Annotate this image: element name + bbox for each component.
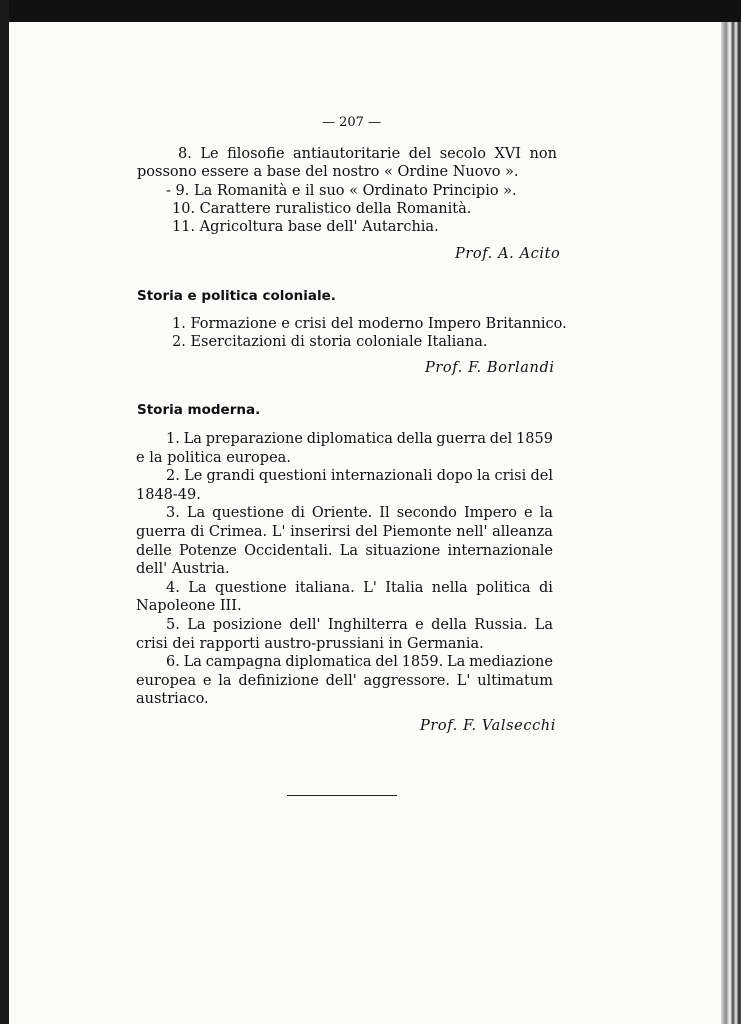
word: La bbox=[534, 617, 553, 633]
word: Il bbox=[379, 505, 390, 522]
word: politica bbox=[476, 579, 531, 596]
word: dell' bbox=[289, 617, 321, 633]
word: secolo bbox=[439, 146, 486, 162]
modern-line-13 bbox=[166, 654, 553, 670]
word: 4. bbox=[166, 579, 180, 596]
word: Piemonte bbox=[382, 524, 452, 540]
word: ultimatum bbox=[477, 672, 553, 689]
modern-line-7 bbox=[136, 543, 553, 559]
word: L' bbox=[363, 579, 377, 596]
colonial-item2: 2. Esercitazioni di storia coloniale Italiana. bbox=[172, 334, 488, 350]
word: Oriente. bbox=[311, 505, 373, 522]
scan-right-edge bbox=[721, 22, 741, 1024]
word: e bbox=[523, 505, 533, 522]
word: secondo bbox=[396, 505, 457, 522]
word: La bbox=[183, 654, 202, 671]
word: L' bbox=[456, 672, 471, 689]
word: definizione bbox=[238, 672, 319, 689]
word: Inghilterra bbox=[327, 617, 408, 633]
word: dopo bbox=[436, 468, 473, 485]
scan-top-border bbox=[0, 0, 741, 22]
word: guerra bbox=[436, 431, 486, 447]
word: guerra bbox=[136, 524, 186, 540]
modern-line-15: austriaco. bbox=[136, 691, 209, 708]
word: della bbox=[431, 617, 467, 633]
word: mediazione bbox=[469, 654, 553, 671]
word: Russia. bbox=[474, 617, 528, 633]
modern-line-14 bbox=[136, 673, 553, 689]
word: antiautoritarie bbox=[293, 146, 401, 162]
word: Crimea. bbox=[208, 524, 268, 540]
modern-line-6 bbox=[136, 524, 553, 540]
word: della bbox=[396, 431, 433, 447]
word: diplomatica bbox=[285, 654, 372, 671]
modern-line-10: Napoleone III. bbox=[136, 598, 242, 615]
word: Italia bbox=[385, 579, 424, 596]
page-number: — 207 — bbox=[322, 115, 382, 130]
word: 8. bbox=[178, 146, 192, 162]
modern-line-1 bbox=[166, 431, 553, 447]
word: italiana. bbox=[295, 579, 355, 596]
word: Le bbox=[184, 468, 203, 485]
word: aggressore. bbox=[363, 672, 450, 689]
list1-item8-line2: possono essere a base del nostro « Ordine Nuovo ». bbox=[137, 164, 519, 180]
word: La bbox=[339, 542, 359, 559]
word: delle bbox=[136, 542, 172, 559]
modern-line-12: crisi dei rapporti austro-prussiani in Germania. bbox=[136, 635, 484, 652]
word: del bbox=[489, 431, 513, 447]
word: 1. bbox=[166, 431, 180, 447]
word: situazione bbox=[365, 542, 441, 559]
word: La bbox=[447, 654, 466, 671]
word: La bbox=[183, 431, 202, 447]
word: nell' bbox=[456, 524, 488, 540]
list1-item9: - 9. La Romanità e il suo « Ordinato Principio ». bbox=[166, 183, 517, 199]
modern-line-3 bbox=[166, 468, 553, 484]
modern-line-5 bbox=[166, 505, 553, 521]
word: 1859. bbox=[401, 654, 444, 671]
word: alleanza bbox=[492, 524, 553, 540]
word: posizione bbox=[212, 617, 282, 633]
end-rule bbox=[287, 795, 397, 796]
word: del bbox=[355, 524, 378, 540]
list1-item8-line1 bbox=[178, 146, 557, 162]
word: e bbox=[415, 617, 424, 633]
word: La bbox=[188, 579, 207, 596]
word: preparazione bbox=[205, 431, 303, 447]
word: dell' bbox=[325, 672, 357, 689]
word: internazionali bbox=[330, 468, 433, 485]
word: La bbox=[186, 505, 206, 522]
word: europea bbox=[136, 672, 197, 689]
word: crisi bbox=[494, 468, 527, 485]
word: inserirsi bbox=[290, 524, 351, 540]
word: campagna bbox=[205, 654, 282, 671]
modern-line-4: 1848-49. bbox=[136, 486, 201, 503]
colonial-heading: Storia e politica coloniale. bbox=[137, 288, 336, 304]
modern-heading: Storia moderna. bbox=[137, 402, 261, 418]
word: 2. bbox=[166, 468, 180, 485]
word: 1859 bbox=[516, 431, 553, 447]
word: del bbox=[530, 468, 553, 485]
word: Impero bbox=[463, 505, 517, 522]
word: del bbox=[375, 654, 398, 671]
modern-line-2: e la politica europea. bbox=[136, 449, 291, 466]
word: Occidentali. bbox=[244, 542, 333, 559]
word: la bbox=[476, 468, 491, 485]
word: non bbox=[529, 146, 557, 162]
list1-item10: 10. Carattere ruralistico della Romanità. bbox=[172, 201, 472, 217]
word: di bbox=[190, 524, 205, 540]
word: questione bbox=[212, 505, 284, 522]
word: questioni bbox=[258, 468, 327, 485]
word: e bbox=[202, 672, 212, 689]
word: di bbox=[290, 505, 305, 522]
word: 3. bbox=[166, 505, 180, 522]
colonial-item1: 1. Formazione e crisi del moderno Impero Britannico. bbox=[172, 316, 567, 332]
word: la bbox=[539, 505, 553, 522]
word: XVI bbox=[494, 146, 522, 162]
modern-line-8: dell' Austria. bbox=[136, 561, 230, 578]
word: Potenze bbox=[179, 542, 237, 559]
word: grandi bbox=[206, 468, 255, 485]
colonial-professor: Prof. F. Borlandi bbox=[425, 360, 555, 376]
list1-item11: 11. Agricoltura base dell' Autarchia. bbox=[172, 219, 439, 235]
word: filosofie bbox=[227, 146, 285, 162]
word: la bbox=[218, 672, 232, 689]
modern-line-9 bbox=[166, 580, 553, 596]
word: internazionale bbox=[447, 542, 553, 559]
word: Le bbox=[200, 146, 219, 162]
word: nella bbox=[431, 579, 468, 596]
word: diplomatica bbox=[306, 431, 393, 447]
list1-professor: Prof. A. Acito bbox=[455, 246, 561, 262]
modern-professor: Prof. F. Valsecchi bbox=[420, 718, 556, 734]
modern-line-11 bbox=[166, 617, 553, 633]
word: del bbox=[408, 146, 432, 162]
scan-left-border bbox=[0, 0, 9, 1024]
word: 6. bbox=[166, 654, 180, 671]
word: 5. bbox=[166, 617, 180, 633]
word: questione bbox=[214, 579, 287, 596]
word: La bbox=[187, 617, 206, 633]
word: L' bbox=[271, 524, 286, 540]
word: di bbox=[539, 579, 553, 596]
